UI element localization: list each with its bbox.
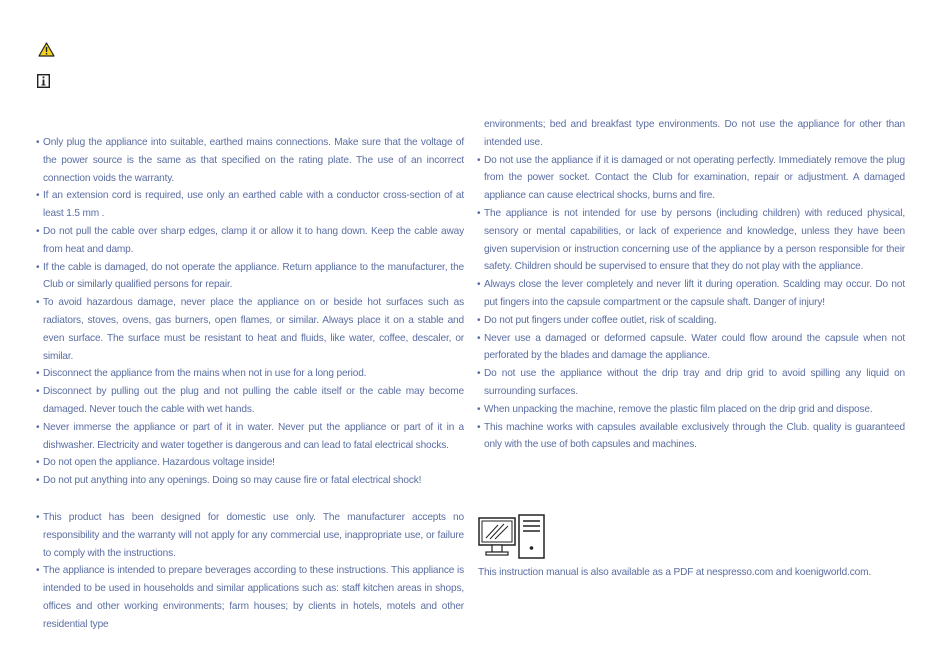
electrical-safety-list xyxy=(37,134,464,490)
continued-text: environments; bed and breakfast type environments. Do not use the appliance for other than intended use. xyxy=(484,119,905,148)
list-item: • Do not pull the cable over sharp edges, clamp it or allow it to hang down. Keep the cable away from heat and damp. xyxy=(37,223,464,259)
list-item: • Only plug the appliance into suitable, earthed mains connections. Make sure that the voltage of the power source is the same as that specified on the rating plate. The use of an incorrect connection voids the warranty. xyxy=(37,134,464,187)
list-item: • Disconnect the appliance from the mains when not in use for a long period. xyxy=(37,365,464,383)
computer-icon xyxy=(478,514,546,560)
list-item: • Do not put anything into any openings. Doing so may cause fire or fatal electrical shock! xyxy=(37,472,464,490)
list-item: • To avoid hazardous damage, never place the appliance on or beside hot surfaces such as radiators, stoves, ovens, gas burners, open flames, or similar. Always place it on a stable and even surface. The surface must be resistant to heat and fluids, like water, coffee, descaler, or similar. xyxy=(37,294,464,365)
list-item: • Always close the lever completely and never lift it during operation. Scalding may occur. Do not put fingers into the capsule compartment or the capsule shaft. Danger of injury! xyxy=(478,276,905,312)
info-icon xyxy=(37,74,50,88)
list-item: • Never immerse the appliance or part of it in water. Never put the appliance or part of it in a dishwasher. Electricity and water together is dangerous and can lead to fatal electrical shocks. xyxy=(37,419,464,455)
list-item: • When unpacking the machine, remove the plastic film placed on the drip grid and dispose. xyxy=(478,401,905,419)
list-item: • The appliance is not intended for use by persons (including children) with reduced physical, sensory or mental capabilities, or lack of experience and knowledge, unless they have been given supervision or instruction concerning use of the appliance by a person responsible for their safety. Children should be supervised to ensure that they do not play with the appliance. xyxy=(478,205,905,276)
pdf-availability-note: This instruction manual is also available as a PDF at nespresso.com and koenigworld.com. xyxy=(478,567,871,578)
list-item: • The appliance is intended to prepare beverages according to these instructions. This appliance is intended to be used in households and similar applications such as: staff kitchen areas in shops, offices and other working environments; farm houses; by clients in hotels, motels and other residential type xyxy=(37,562,464,633)
list-item: • Never use a damaged or deformed capsule. Water could flow around the capsule when not perforated by the blades and damage the appliance. xyxy=(478,330,905,366)
warning-icon xyxy=(38,42,55,57)
list-item: • This product has been designed for domestic use only. The manufacturer accepts no responsibility and the warranty will not apply for any commercial use, inappropriate use, or failure to comply with the instructions. xyxy=(37,509,464,562)
list-item: • If the cable is damaged, do not operate the appliance. Return appliance to the manufacturer, the Club or similarly qualified persons for repair. xyxy=(37,259,464,295)
list-item: • This machine works with capsules available exclusively through the Club. quality is guaranteed only with the use of both capsules and machines. xyxy=(478,419,905,455)
appliance-safety-list xyxy=(478,116,905,454)
list-item: • Do not use the appliance if it is damaged or not operating perfectly. Immediately remove the plug from the power socket. Contact the Club for examination, repair or adjustment. A damaged appliance can cause electrical shocks, burns and fire. xyxy=(478,152,905,205)
list-item: • Do not use the appliance without the drip tray and drip grid to avoid spilling any liquid on surrounding surfaces. xyxy=(478,365,905,401)
intended-use-list xyxy=(37,509,464,634)
list-item: • If an extension cord is required, use only an earthed cable with a conductor cross-section of at least 1.5 mm . xyxy=(37,187,464,223)
list-item: • Disconnect by pulling out the plug and not pulling the cable itself or the cable may become damaged. Never touch the cable with wet hands. xyxy=(37,383,464,419)
list-item: • Do not open the appliance. Hazardous voltage inside! xyxy=(37,454,464,472)
list-item: • Do not put fingers under coffee outlet, risk of scalding. xyxy=(478,312,905,330)
